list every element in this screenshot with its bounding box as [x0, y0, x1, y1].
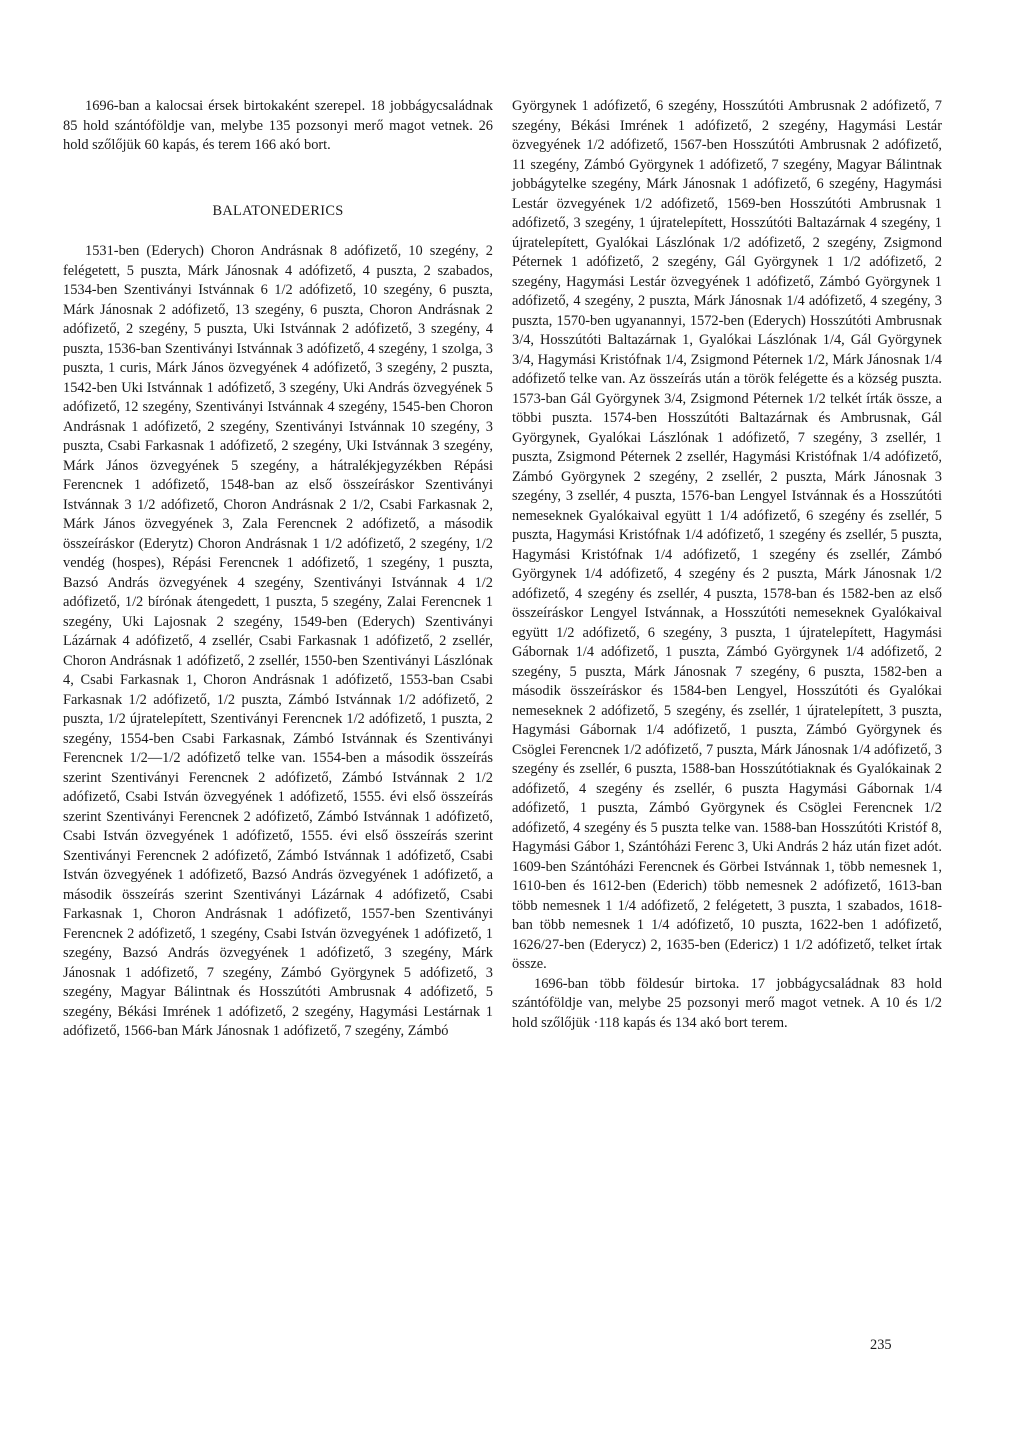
continued-paragraph: Györgynek 1 adófizető, 6 szegény, Hosszútóti Ambrusnak 2 adófizető, 7 szegény, Békási Imrének 1 adófizető, 2 szegény, Hagymási Lestár özvegyének 1/2 adófizető, 1567-ben Hosszútóti Ambrusnak 2 adófizető, 11 szegény, Zámbó Györgynek 1 adófizető, 7 szegény, Magyar Bálintnak jobbágytelke szegény, Márk Jánosnak 1 adófizető, 6 szegény, Hagymási Lestár özvegyének 1/2 adófizető, 1569-ben Hosszútóti Ambrusnak 1 adófizető, 3 szegény, 1 újratelepített, Hosszútóti Baltazárnak 4 szegény, 1 újratelepített, Gyalókai Lászlónak 1/2 adófizető, 2 szegény, Zsigmond Péternek 1 adófizető, 2 szegény, Gál Györgynek 1 1/2 adófizető, 2 szegény, Hagymási Lestár özvegyének 1 adófizető, Zámbó Györgynek 1 adófizető, 4 szegény, 2 puszta, Márk Jánosnak 1/4 adófizető, 4 szegény, 3 puszta, 1570-ben ugyanannyi, 1572-ben (Ederych) Hosszútóti Ambrusnak 3/4, Hosszútóti Baltazárnak 1, Gyalókai Lászlónak 1/4, Gál Györgynek 3/4, Hagymási Kristófnak 1/4, Zsigmond Péternek 1/2, Márk Jánosnak 1/4 adófizető telke van. Az összeírás után a török felégette és a község puszta. 1573-ban Gál Györgynek 3/4, Zsigmond Péternek 1/2 telkét írták össze, a többi puszta. 1574-ben Hosszútóti Baltazárnak és Ambrusnak, Gál Györgynek, Gyalókai Lászlónak 1 adófizető, 7 szegény, 3 zsellér, 1 puszta, Zsigmond Péternek 2 zsellér, Hagymási Kristófnak 1/4 adófizető, Zámbó Györgynek 2 szegény, 2 zsellér, 2 puszta, Márk Jánosnak 3 szegény, 3 zsellér, 4 puszta, 1576-ban Lengyel Istvánnak és a Hosszútóti nemeseknek Gyalókaival együtt 1 1/4 adófizető, 6 szegény és zsellér, 5 puszta, Hagymási Kristófnak 1/4 adófizető, 1 szegény és zsellér, 5 puszta, Hagymási Kristófnak 1/4 adófizető, 1 szegény és zsellér, Zámbó Györgynek 1/4 adófizető, 4 szegény és 2 puszta, Márk Jánosnak 1/2 adófizető, 4 szegény és zsellér, 4 puszta, 1578-ban és 1582-ben az első összeíráskor Lengyel Istvánnak, a Hosszútóti nemeseknek Gyalókaival együtt 1/2 adófizető, 6 szegény, 3 puszta, 1 újratelepített, Hagymási Gábornak 1/4 adófizető, 1 puszta, Zámbó Györgynek 1/4 adófizető, 2 szegény, 5 puszta, Márk Jánosnak 7 szegény, 6 puszta, 1582-ben a második összeíráskor és 1584-ben Lengyel, Hosszútóti és Gyalókai nemeseknek 2 adófizető, 5 szegény, és zsellér, 1 újratelepített, 3 puszta, Hagymási Gábornak 1/4 adófizető, 1 puszta, Zámbó Györgynek és Csöglei Ferencnek 1/2 adófizető, 7 puszta, Márk Jánosnak 1/4 adófizető, 3 szegény és zsellér, 6 puszta, 1588-ban Hosszútótiaknak és Gyalókainak 2 adófizető, 4 szegény és zsellér, 6 puszta Hagymási Gábornak 1/4 adófizető, 1 puszta, Zámbó Györgynek és Csöglei Ferencnek 1/2 adófizető, 4 szegény és 5 puszta telke van. 1588-ban Hosszútóti Kristóf 8, Hagymási Gábor 1, Szántóházi Ferenc 3, Uki András 2 ház után fizet adót. 1609-ben Szántóházi Ferencnek és Görbei Istvánnak 1, több nemesnek 1, 1610-ben és 1612-ben (Ederich) több nemesnek 2 adófizető, 1613-ban több nemesnek 1 1/4 adófizető, 2 felégetett, 3 puszta, 1 szabados, 1618-ban több nemesnek 1 1/4 adófizető, 10 puszta, 1622-ben 1 adófizető, 1626/27-ben (Ederycz) 2, 1635-ben (Edericz) 1 1/2 adófizető, telket írtak össze.: [512, 98, 942, 972]
intro-paragraph: 1696-ban a kalocsai érsek birtokaként szerepel. 18 jobbágycsaládnak 85 hold szántóföldje van, melybe 135 pozsonyi merő magot vetnek. 26 hold szőlőjük 60 kapás, és terem 166 akó bort.: [63, 98, 493, 153]
section-heading: BALATONEDERICS: [212, 202, 344, 219]
page-number: 235: [870, 1337, 892, 1353]
closing-paragraph: 1696-ban több földesúr birtoka. 17 jobbágycsaládnak 83 hold szántóföldje van, melybe 25 pozsonyi merő magot vetnek. A 10 és 1/2 hold szőlőjük ·118 kapás és 134 akó bort terem.: [512, 975, 942, 1031]
left-column: [63, 97, 493, 1042]
body-paragraph: 1531-ben (Ederych) Choron Andrásnak 8 adófizető, 10 szegény, 2 felégetett, 5 puszta, Márk Jánosnak 4 adófizető, 4 puszta, 2 szabados, 1534-ben Szentiványi Istvánnak 6 1/2 adófizető, 10 szegény, 6 puszta, Márk Jánosnak 2 adófizető, 13 szegény, 6 puszta, Choron Andrásnak 2 adófizető, 2 szegény, 5 puszta, Uki Istvánnak 2 adófizető, 3 szegény, 4 puszta, 1536-ban Szentiványi Istvánnak 3 adófizető, 4 szegény, 1 szolga, 3 puszta, 1 curis, Márk János özvegyének 4 adófizető, 3 szegény, 2 puszta, 1542-ben Uki Istvánnak 1 adófizető, 3 szegény, Uki András özvegyének 5 adófizető, 12 szegény, Szentiványi Istvánnak 4 szegény, 1545-ben Choron Andrásnak 1 adófizető, 2 szegény, Szentiványi Istvánnak 10 szegény, 3 puszta, Csabi Farkasnak 1 adófizető, 2 szegény, Uki Istvánnak 3 szegény, Márk János özvegyének 5 szegény, a hátralékjegyzékben Répási Ferencnek 1 adófizető, 1548-ban az első összeíráskor Szentiványi Istvánnak 3 1/2 adófizető, Choron Andrásnak 2 1/2, Csabi Farkasnak 2, Márk János özvegyének 3, Zala Ferencnek 2 adófizető, a második összeíráskor (Ederytz) Choron Andrásnak 1 1/2 adófizető, 2 szegény, 1/2 vendég (hospes), Répási Ferencnek 1 adófizető, 1 szegény, 1 puszta, Bazsó András özvegyének 4 szegény, Szentiványi Istvánnak 4 1/2 adófizető, 1/2 bírónak átengedett, 1 puszta, 5 szegény, Zalai Ferencnek 1 szegény, Uki Lajosnak 2 szegény, 1549-ben (Ederych) Szentiványi Lázárnak 4 adófizető, 4 zsellér, Csabi Farkasnak 1 adófizető, 2 zsellér, Choron Andrásnak 1 adófizető, 2 zsellér, 1550-ben Szentiványi Lászlónak 4, Csabi Farkasnak 1, Choron Andrásnak 1 adófizető, 1553-ban Csabi Farkasnak 1/2 adófizető, 1/2 puszta, Zámbó Istvánnak 1/2 adófizető, 2 puszta, 1/2 újratelepített, Szentiványi Ferencnek 1/2 adófizető, 1 puszta, 2 szegény, 1554-ben Csabi Farkasnak, Zámbó Istvánnak és Szentiványi Ferencnek 1/2—1/2 adófizető telke van. 1554-ben a második összeírás szerint Szentiványi Ferencnek 2 adófizető, Zámbó Istvánnak 2 1/2 adófizető, Csabi István özvegyének 1 adófizető, 1555. évi első összeírás szerint Szentiványi Ferencnek 2 adófizető, Zámbó Istvánnak 1 adófizető, Csabi István özvegyének 1 adófizető, 1555. évi első összeírás szerint Szentiványi Ferencnek 2 adófizető, Zámbó Istvánnak 1 adófizető, Csabi István özvegyének 1 adófizető, Bazsó András özvegyének 1 adófizető, a második összeírás szerint Szentiványi Lázárnak 4 adófizető, Csabi Farkasnak 1, Choron Andrásnak 1 adófizető, 1557-ben Szentiványi Ferencnek 2 adófizető, 1 szegény, Csabi István özvegyének 1 adófizető, 1 szegény, Bazsó András özvegyének 1 adófizető, 3 szegény, Márk Jánosnak 1 adófizető, 7 szegény, Zámbó Györgynek 5 adófizető, 3 szegény, Magyar Bálintnak és Hosszútóti Ambrusnak 4 adófizető, 5 szegény, Békási Imrének 1 adófizető, 2 szegény, Hagymási Lestárnak 1 adófizető, 1566-ban Márk Jánosnak 1 adófizető, 7 szegény, Zámbó: [63, 243, 493, 1039]
right-column: [512, 97, 942, 1033]
